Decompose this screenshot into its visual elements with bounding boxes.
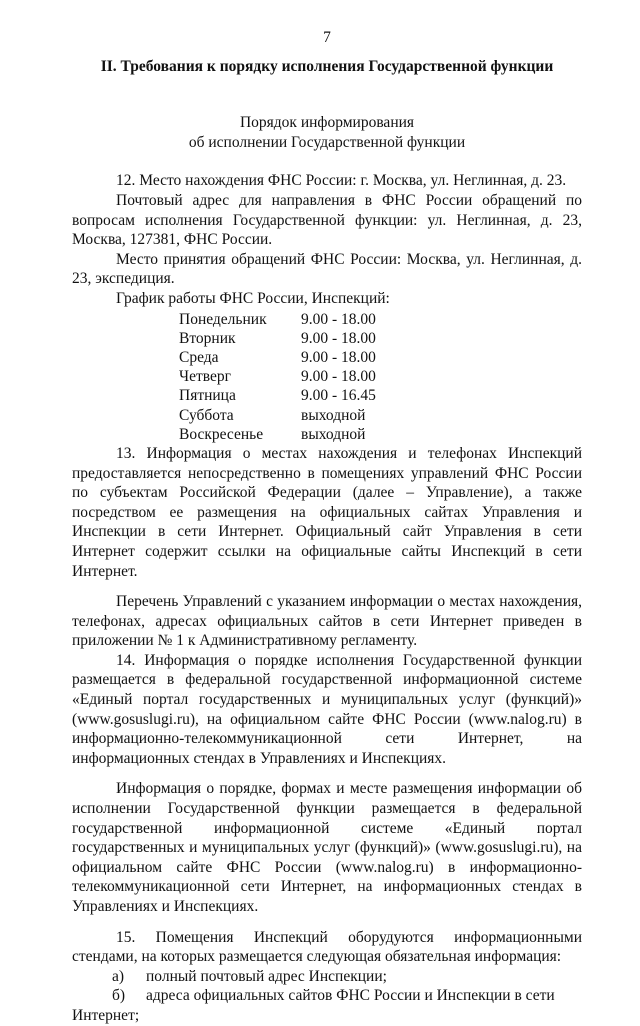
schedule-day: Суббота [179, 406, 234, 424]
schedule-day: Вторник [179, 329, 236, 347]
schedule-row [179, 425, 376, 444]
page-number: 7 [323, 29, 331, 46]
section-title: II. Требования к порядку исполнения Государственной функции [100, 57, 554, 75]
schedule-hours: выходной [301, 425, 366, 443]
list-marker: а) [112, 967, 125, 985]
schedule-row [179, 367, 376, 386]
list-item-b [72, 986, 582, 1006]
paragraph-14: 14. Информация о порядке исполнения Государственной функции размещается в федеральной государственной информационной системе «Единый портал государственных и муниципальных услуг (функций)» (www.gosuslugi.ru), на официальном сайте ФНС России (www.nalog.ru) в информационно-телекоммуникационной сети Интернет, на информационных стендах в Управлениях и Инспекциях. [72, 651, 582, 767]
paragraph-14-forms: Информация о порядке, формах и месте размещения информации об исполнении Государственной функции размещается в федеральной государственной информационной системе «Единый портал государственных и муниципальных услуг (функций)» (www.gosuslugi.ru), на официальном сайте ФНС России (www.nalog.ru) в информационно-телекоммуникационной сети Интернет, на информационных стендах в Управлениях и Инспекциях. [72, 780, 582, 916]
schedule-table [179, 310, 376, 444]
schedule-row [179, 310, 376, 329]
paragraph-12: 12. Место нахождения ФНС России: г. Москва, ул. Неглинная, д. 23. [116, 172, 567, 190]
subtitle-line-1: Порядок информирования [239, 114, 415, 132]
schedule-hours: 9.00 - 16.45 [301, 387, 376, 405]
list-item-a [72, 967, 582, 987]
schedule-hours: 9.00 - 18.00 [301, 348, 376, 366]
paragraph-13: 13. Информация о местах нахождения и телефонах Инспекций предоставляется непосредственно в помещениях управлений ФНС России по субъектам Российской Федерации (далее – Управление), а также посредством ее размещения на официальных сайтах Управления и Инспекции в сети Интернет. Официальный сайт Управления в сети Интернет содержит ссылки на официальные сайты Инспекций в сети Интернет. [72, 444, 582, 580]
schedule-row [179, 348, 376, 367]
schedule-row [179, 329, 376, 348]
schedule-row [179, 406, 376, 425]
schedule-hours: 9.00 - 18.00 [301, 310, 376, 328]
schedule-day: Четверг [179, 368, 231, 386]
paragraph-postal-address: Почтовый адрес для направления в ФНС России обращений по вопросам исполнения Государственной функции: ул. Неглинная, д. 23, Москва, 127381, ФНС России. [72, 191, 582, 249]
schedule-day: Среда [179, 348, 219, 366]
schedule-day: Понедельник [179, 310, 267, 328]
schedule-day: Воскресенье [179, 425, 264, 443]
list-item-text: адреса официальных сайтов ФНС России и Инспекции в сети [146, 987, 555, 1005]
subtitle [72, 113, 582, 152]
schedule-hours: выходной [301, 406, 366, 424]
paragraph-reception: Место принятия обращений ФНС России: Москва, ул. Неглинная, д. 23, экспедиция. [72, 250, 582, 288]
list-item-b-continuation: Интернет; [72, 1006, 140, 1024]
subtitle-line-2: об исполнении Государственной функции [188, 133, 466, 151]
schedule-hours: 9.00 - 18.00 [301, 329, 376, 347]
list-item-text: полный почтовый адрес Инспекции; [146, 967, 387, 985]
paragraph-15: 15. Помещения Инспекций оборудуются информационными стендами, на которых размещается следующая обязательная информация: [72, 928, 582, 966]
schedule-hours: 9.00 - 18.00 [301, 368, 376, 386]
schedule-row [179, 386, 376, 405]
paragraph-list-of-administrations: Перечень Управлений с указанием информации о местах нахождения, телефонах, адресах официальных сайтов в сети Интернет приведен в приложении № 1 к Административному регламенту. [72, 593, 582, 650]
schedule-title: График работы ФНС России, Инспекций: [116, 289, 390, 307]
schedule-day: Пятница [179, 387, 236, 405]
list-marker: б) [112, 987, 126, 1005]
